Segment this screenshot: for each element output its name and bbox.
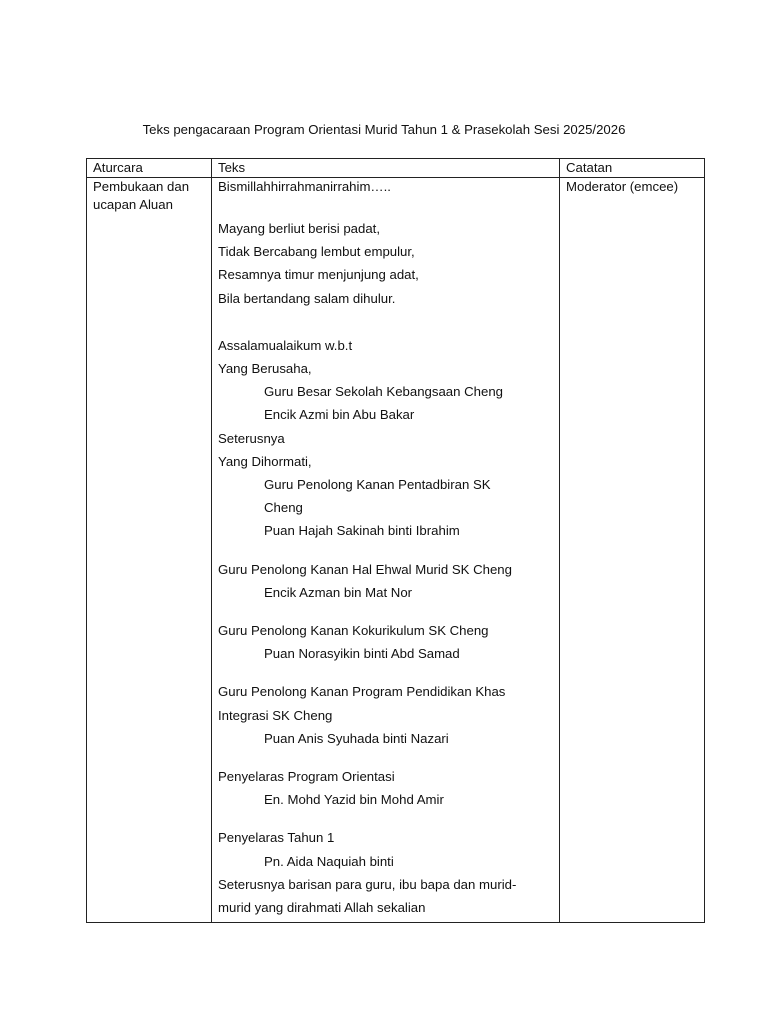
yang-dihormati-line: Yang Dihormati,	[218, 453, 312, 469]
header-aturcara: Aturcara	[87, 159, 212, 178]
gpk-ppki-title-line1: Guru Penolong Kanan Program Pendidikan Khas	[218, 684, 506, 700]
gpk-ppki-name: Puan Anis Syuhada binti Nazari	[264, 730, 449, 746]
pantun-line: Mayang berliut berisi padat,	[218, 221, 381, 236]
closing-line2: murid yang dirahmati Allah sekalian	[218, 900, 426, 916]
gpk-hem-title: Guru Penolong Kanan Hal Ehwal Murid SK Cheng	[218, 561, 512, 577]
gpk-koku-name: Puan Norasyikin binti Abd Samad	[264, 646, 460, 662]
penyelaras-orientasi-name: En. Mohd Yazid bin Mohd Amir	[264, 792, 444, 808]
guru-besar-title: Guru Besar Sekolah Kebangsaan Cheng	[264, 384, 504, 400]
catatan-cell	[560, 178, 705, 923]
aturcara-cell	[87, 178, 212, 923]
document-title: Teks pengacaraan Program Orientasi Murid Tahun 1 & Prasekolah Sesi 2025/2026	[142, 122, 626, 137]
penyelaras-tahun1-title: Penyelaras Tahun 1	[218, 830, 335, 846]
gpk-hem-name: Encik Azman bin Mat Nor	[264, 584, 413, 600]
gpk-ppki-title-line2: Integrasi SK Cheng	[218, 707, 333, 723]
aturcara-text-line1: Pembukaan dan	[93, 179, 190, 194]
pantun-line: Bila bertandang salam dihulur.	[218, 290, 396, 306]
pantun-line: Resamnya timur menjunjung adat,	[218, 267, 419, 283]
teks-cell	[212, 178, 560, 923]
gpk-pentadbiran-title-line2: Cheng	[264, 500, 303, 516]
pantun-line: Tidak Bercabang lembut empulur,	[218, 244, 415, 260]
table-header-row	[87, 159, 705, 178]
yang-berusaha-line: Yang Berusaha,	[218, 361, 312, 377]
gpk-koku-title: Guru Penolong Kanan Kokurikulum SK Cheng	[218, 623, 489, 639]
penyelaras-orientasi-title: Penyelaras Program Orientasi	[218, 769, 395, 785]
program-script-table	[86, 158, 705, 923]
guru-besar-name: Encik Azmi bin Abu Bakar	[264, 407, 415, 423]
gpk-pentadbiran-name: Puan Hajah Sakinah binti Ibrahim	[264, 523, 460, 539]
closing-line1: Seterusnya barisan para guru, ibu bapa dan murid-	[218, 876, 517, 892]
aturcara-text-line2: ucapan Aluan	[93, 197, 173, 212]
penyelaras-tahun1-name: Pn. Aida Naquiah binti	[264, 853, 394, 869]
seterusnya-line: Seterusnya	[218, 430, 285, 446]
gpk-pentadbiran-title-line1: Guru Penolong Kanan Pentadbiran SK	[264, 477, 491, 493]
catatan-text: Moderator (emcee)	[566, 179, 679, 194]
salam-line: Assalamualaikum w.b.t	[218, 337, 353, 353]
opening-line: Bismillahhirrahmanirrahim…..	[218, 179, 391, 194]
header-catatan: Catatan	[560, 159, 705, 178]
header-teks: Teks	[212, 159, 560, 178]
table-row	[87, 178, 705, 923]
